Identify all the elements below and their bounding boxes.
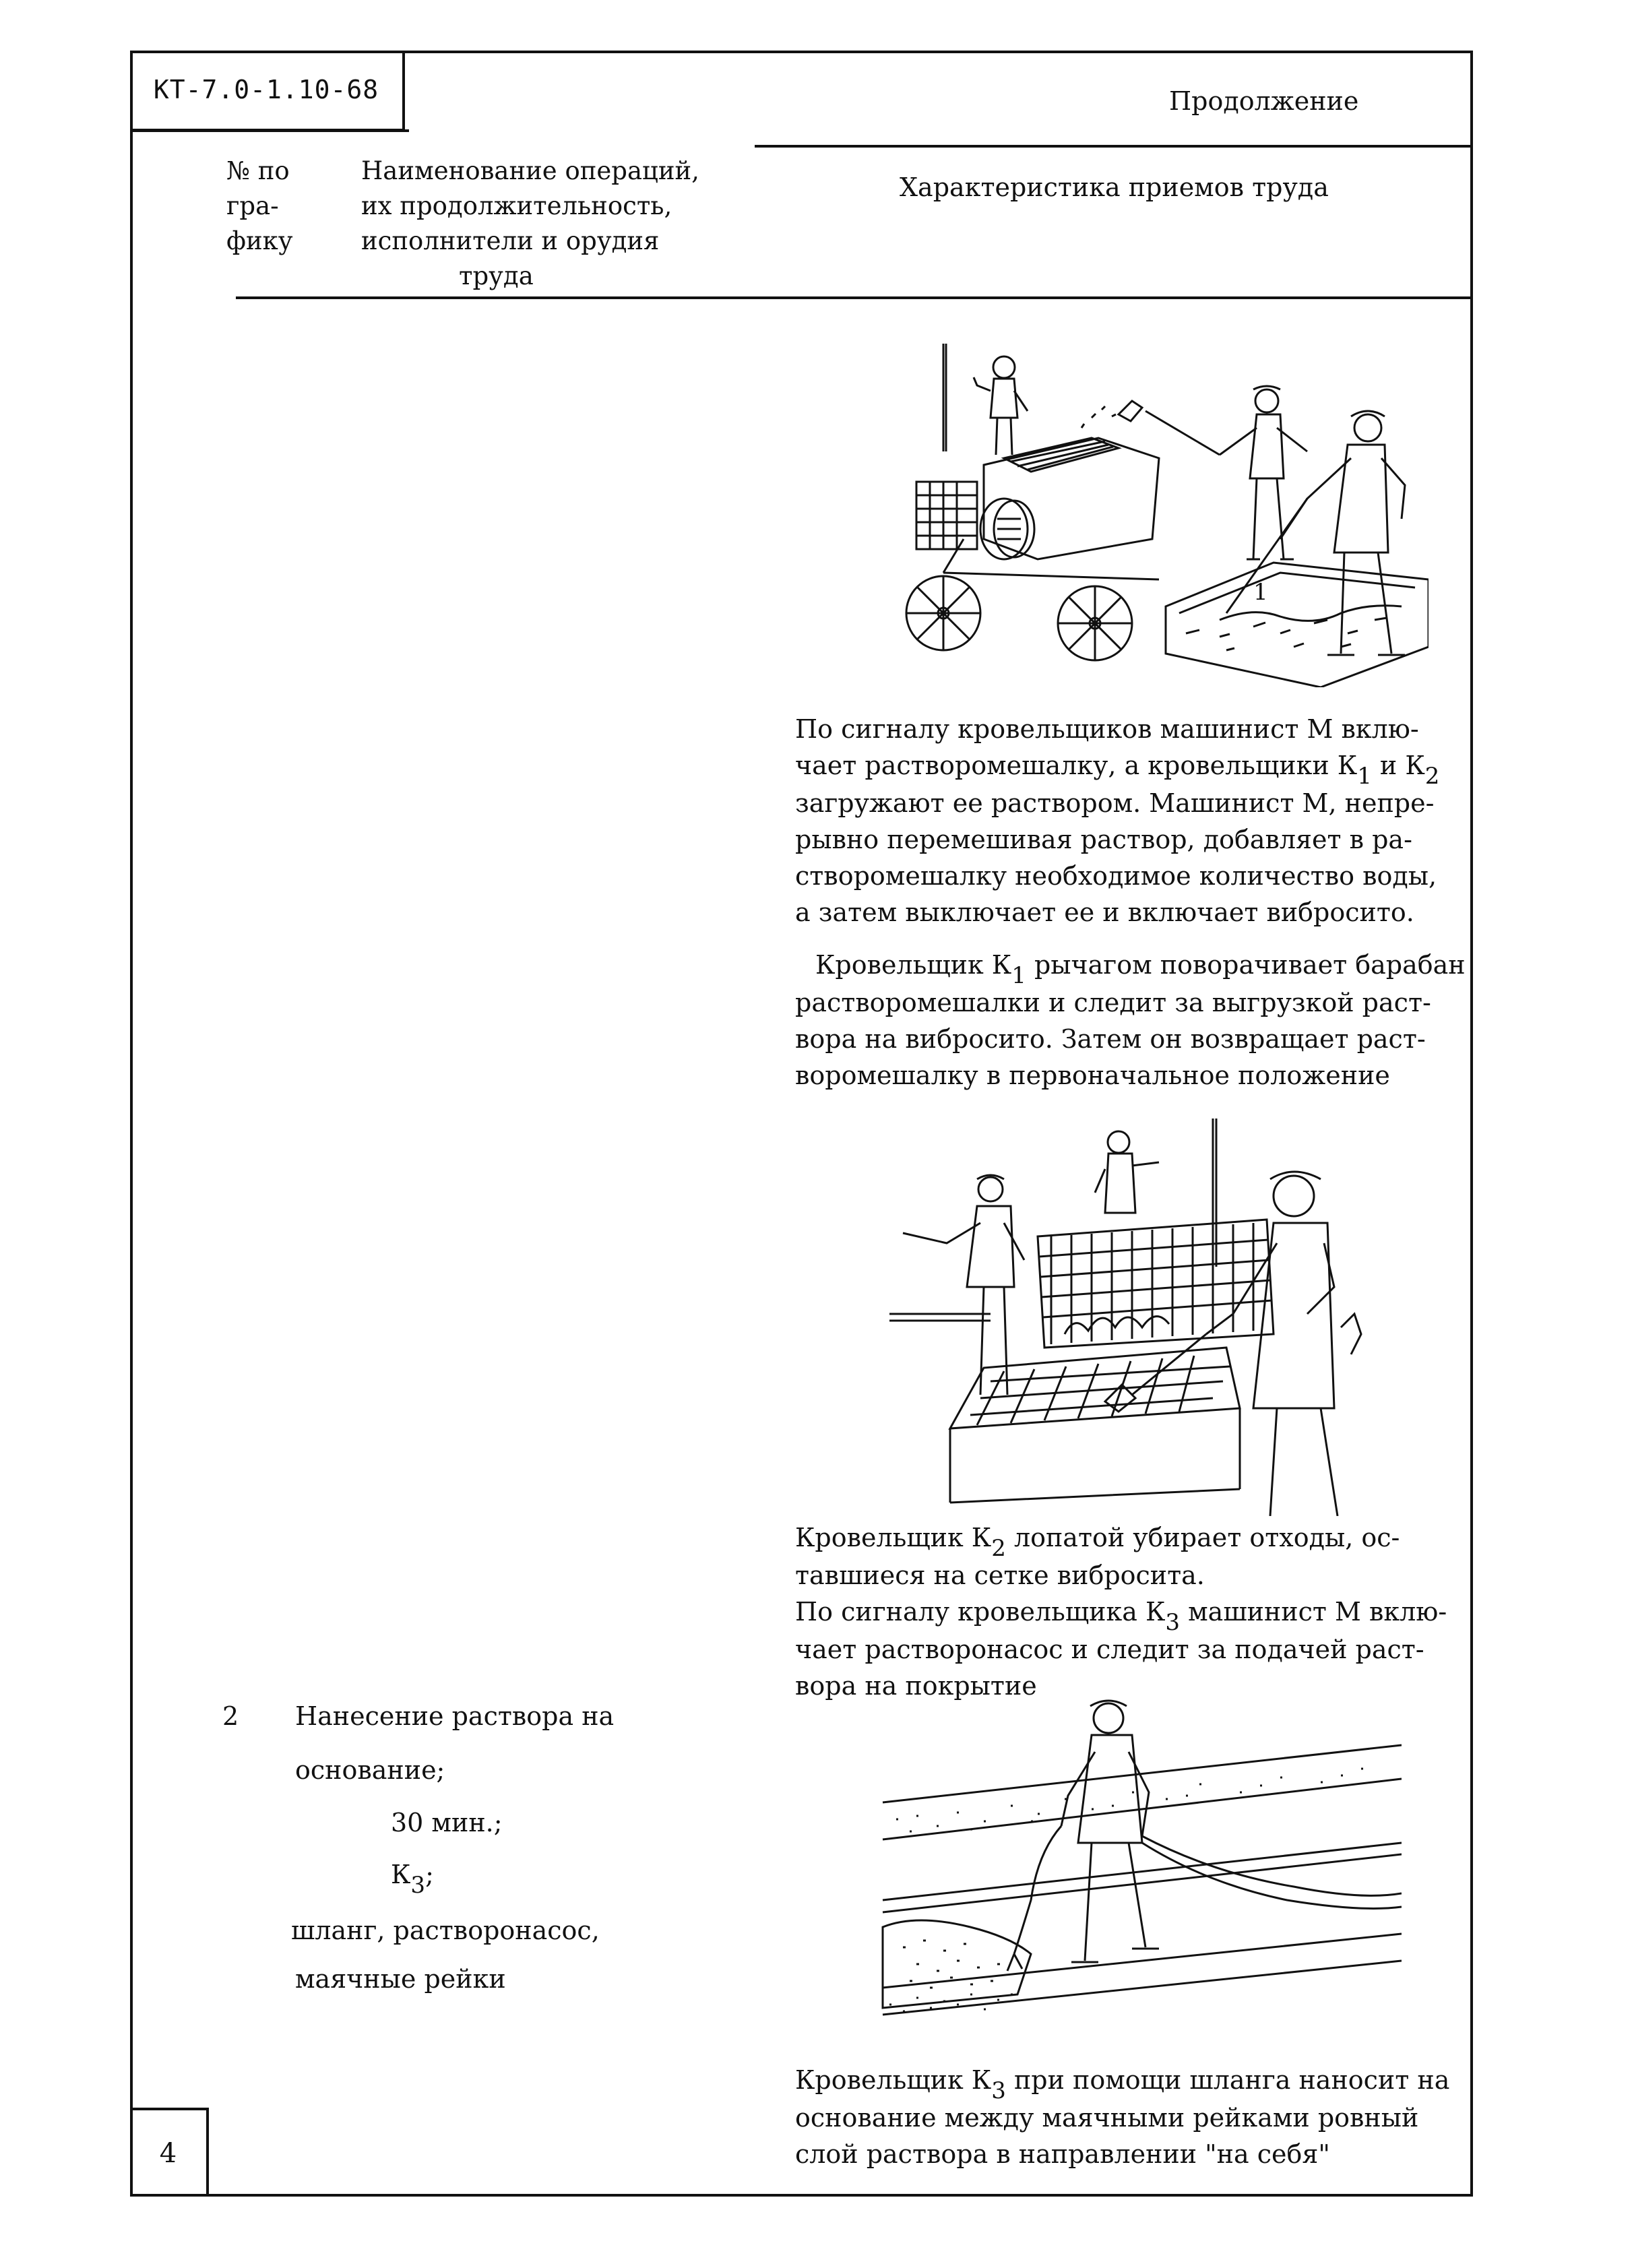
mortar-mixer-illustration bbox=[903, 337, 1429, 687]
document-code: КТ-7.0-1.10-68 bbox=[153, 75, 379, 104]
p4-line: основание между маячными рейками ровный bbox=[795, 2103, 1419, 2133]
p2-line: воромешалку в первоначальное положение bbox=[795, 1061, 1390, 1090]
column-number-line: № по bbox=[226, 156, 290, 185]
continuation-label: Продолжение bbox=[1169, 86, 1359, 116]
column-operation-line: Наименование операций, bbox=[361, 156, 699, 185]
operation-duration: 30 мин.; bbox=[391, 1808, 503, 1837]
operation-worker: К3; bbox=[391, 1860, 434, 1899]
technique-paragraph-4 bbox=[795, 2062, 1469, 2172]
column-operation-line: их продолжительность, bbox=[361, 191, 672, 220]
technique-paragraph-1 bbox=[795, 711, 1469, 931]
column-number-line: фику bbox=[226, 226, 293, 255]
header-rule-top bbox=[755, 145, 1473, 148]
page-number: 4 bbox=[159, 2138, 177, 2169]
p3-line: По сигналу кровельщика К3 машинист М вклю- bbox=[795, 1597, 1447, 1636]
column-operation-line: труда bbox=[459, 261, 534, 290]
operation-tools-line-1: шланг, растворонасос, bbox=[291, 1916, 600, 1945]
p3-line: чает растворонасос и следит за подачей раст- bbox=[795, 1635, 1424, 1664]
p1-line: рывно перемешивая раствор, добавляет в ра- bbox=[795, 825, 1412, 854]
p4-line: слой раствора в направлении "на себя" bbox=[795, 2139, 1330, 2169]
operation-tools-line-2: маячные рейки bbox=[295, 1964, 506, 1994]
operation-name-line-1: Нанесение раствора на bbox=[295, 1701, 615, 1731]
p1-line: По сигналу кровельщиков машинист М вклю- bbox=[795, 714, 1419, 744]
p2-line: Кровельщик К1 рычагом поворачивает барабан bbox=[815, 950, 1466, 989]
column-header-operation bbox=[361, 154, 739, 294]
fig1-label: 1 bbox=[1253, 579, 1268, 606]
operation-number: 2 bbox=[222, 1701, 239, 1731]
column-header-technique: Характеристика приемов труда bbox=[900, 172, 1329, 202]
technique-paragraph-2 bbox=[795, 947, 1489, 1094]
p1-line: чает растворомешалку, а кровельщики К1 и К2 bbox=[795, 751, 1440, 790]
p1-line: а затем выключает ее и включает вибросито. bbox=[795, 897, 1414, 927]
p2-line: растворомешалки и следит за выгрузкой раст- bbox=[795, 988, 1431, 1017]
p3-line: вора на покрытие bbox=[795, 1671, 1037, 1701]
p1-line: загружают ее раствором. Машинист М, непре- bbox=[795, 788, 1435, 818]
hose-spraying-illustration bbox=[876, 1698, 1402, 2021]
p2-line: вора на вибросито. Затем он возвращает раст- bbox=[795, 1024, 1426, 1054]
document-code-box bbox=[130, 51, 405, 131]
p3-line: Кровельщик К2 лопатой убирает отходы, ос- bbox=[795, 1523, 1400, 1562]
header-divider bbox=[130, 129, 409, 132]
p1-line: створомешалку необходимое количество воды, bbox=[795, 861, 1437, 891]
column-header-number bbox=[226, 154, 334, 259]
p3-line: тавшиеся на сетке вибросита. bbox=[795, 1561, 1205, 1590]
p4-line: Кровельщик К3 при помощи шланга наносит на bbox=[795, 2065, 1450, 2104]
column-operation-line: исполнители и орудия bbox=[361, 226, 660, 255]
technique-paragraph-3 bbox=[795, 1519, 1469, 1704]
header-rule-bottom bbox=[236, 296, 1473, 299]
page-number-box bbox=[130, 2108, 209, 2197]
vibrating-sieve-illustration bbox=[889, 1112, 1415, 1516]
column-number-line: гра- bbox=[226, 191, 279, 220]
operation-name-line-2: основание; bbox=[295, 1755, 445, 1785]
